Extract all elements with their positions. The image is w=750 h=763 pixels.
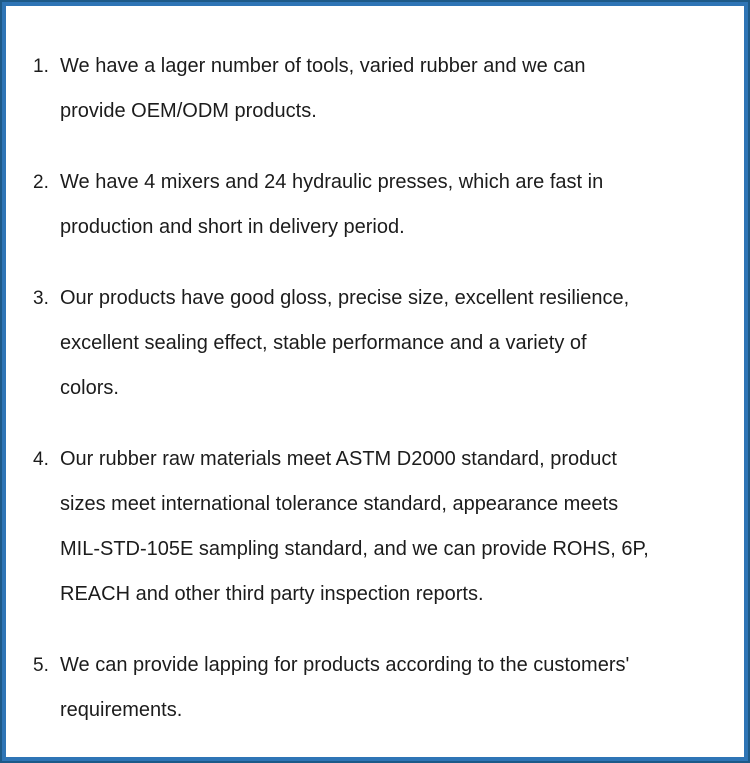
list-item [33,643,726,733]
item-line: REACH and other third party inspection reports. [60,583,484,605]
item-text [60,44,726,134]
item-text [60,643,726,733]
item-number: 2. [33,172,49,193]
item-line: Our products have good gloss, precise size, excellent resilience, [60,287,630,309]
slide-inner-frame [2,2,748,761]
item-text [60,160,726,250]
item-line: provide OEM/ODM products. [60,100,317,122]
item-number: 4. [33,449,49,470]
item-number: 3. [33,288,49,309]
list-item [33,160,726,250]
list-item [33,437,726,617]
item-line: colors. [60,377,119,399]
item-line: We have a lager number of tools, varied rubber and we can [60,55,586,77]
item-line: We have 4 mixers and 24 hydraulic presses, which are fast in [60,171,604,193]
item-line: We can provide lapping for products according to the customers' [60,654,630,676]
item-line: production and short in delivery period. [60,216,405,238]
item-line: MIL-STD-105E sampling standard, and we can provide ROHS, 6P, [60,538,649,560]
numbered-list [33,44,726,733]
item-line: Our rubber raw materials meet ASTM D2000 standard, product [60,448,617,470]
item-line: sizes meet international tolerance standard, appearance meets [60,493,619,515]
item-line: excellent sealing effect, stable performance and a variety of [60,332,587,354]
item-text [60,437,726,617]
item-number: 1. [33,56,49,77]
item-text [60,276,726,411]
list-item [33,44,726,134]
item-number: 5. [33,655,49,676]
list-item [33,276,726,411]
item-line: requirements. [60,699,183,721]
